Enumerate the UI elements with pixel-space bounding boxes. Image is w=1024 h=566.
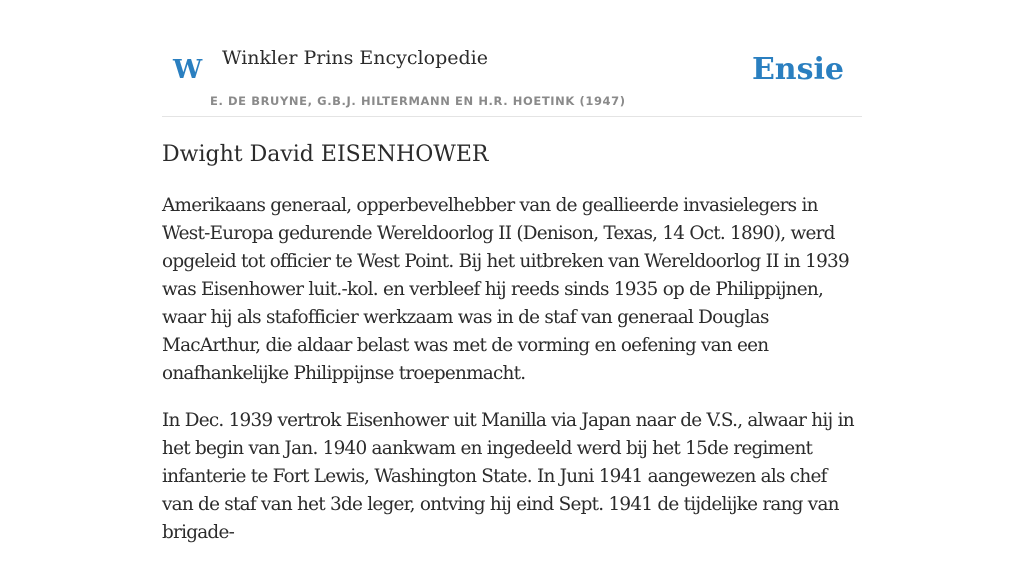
article-body (162, 192, 862, 566)
site-header (162, 0, 862, 117)
publication-title[interactable]: Winkler Prins Encyclopedie (222, 47, 488, 69)
article-title: Dwight David EISENHOWER (162, 142, 489, 167)
winkler-prins-logo[interactable]: W (173, 55, 203, 85)
article-paragraph: In Dec. 1939 vertrok Eisenhower uit Manilla via Japan naar de V.S., alwaar hij in het begin van Jan. 1940 aankwam en ingedeeld werd bij het 15de regiment infanterie te Fort Lewis, Washington State. In Juni 1941 aangewezen als chef van de staf van het 3de leger, ontving hij eind Sept. 1941 de tijdelijke rang van brigade- (162, 410, 854, 543)
publication-authors: E. DE BRUYNE, G.B.J. HILTERMANN EN H.R. HOETINK (1947) (210, 94, 626, 108)
article-paragraph: Amerikaans generaal, opperbevelhebber van de geallieerde invasielegers in West-Europa gedurende Wereldoorlog II (Denison, Texas, 14 Oct. 1890), werd opgeleid tot officier te West Point. Bij het uitbreken van Wereldoorlog II in 1939 was Eisenhower luit.-kol. en verbleef hij reeds sinds 1935 op de Philippijnen, waar hij als stafofficier werkzaam was in de staf van generaal Douglas MacArthur, die aldaar belast was met de vorming en oefening van een onafhankelijke Philippijnse troepenmacht. (162, 195, 849, 384)
ensie-logo[interactable]: Ensie (751, 52, 844, 87)
